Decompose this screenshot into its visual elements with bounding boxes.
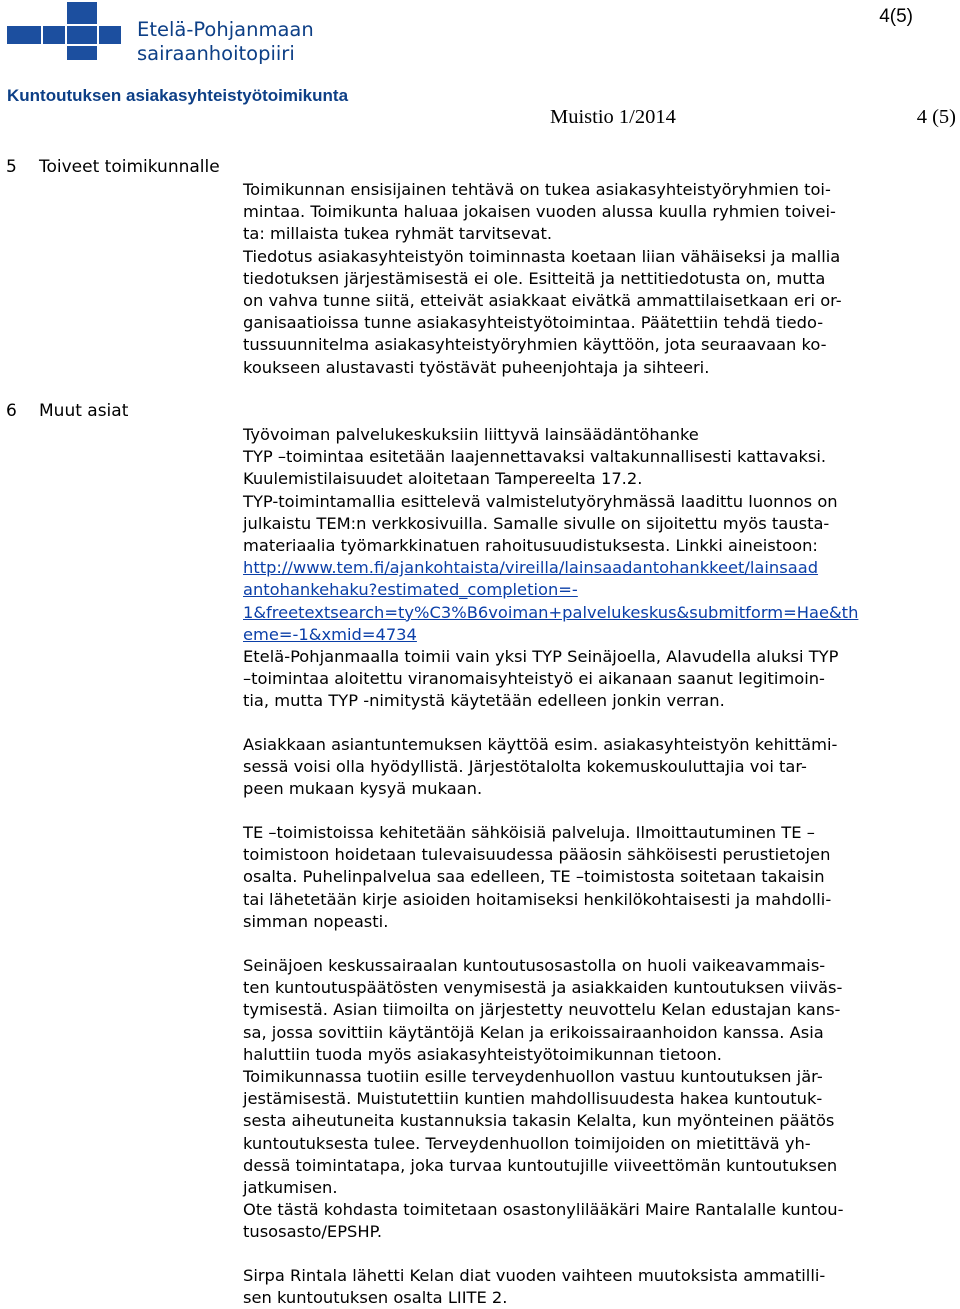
text-line: osalta. Puhelinpalvelua saa edelleen, TE –toimistosta soitetaan takaisin: [243, 867, 825, 887]
text-line: sa, jossa sovittiin käytäntöjä Kelan ja erikoissairaanhoidon kanssa. Asia: [243, 1022, 824, 1042]
section-5-text: [243, 179, 913, 379]
text-line: ta: millaista tukea ryhmät tarvitsevat.: [243, 224, 553, 244]
organization-name: [137, 18, 314, 66]
text-line: Tiedotus asiakasyhteistyön toiminnasta koetaan liian vähäiseksi ja mallia: [243, 246, 841, 266]
organization-name-line2: sairaanhoitopiiri: [137, 42, 295, 65]
text-line: simman nopeasti.: [243, 911, 389, 931]
text-line: Etelä-Pohjanmaalla toimii vain yksi TYP Seinäjoella, Alavudella aluksi TYP: [243, 647, 839, 667]
text-line: ganisaatioissa tunne asiakasyhteistyötoimintaa. Päätettiin tehdä tiedo-: [243, 313, 824, 333]
document-title: Kuntoutuksen asiakasyhteistyötoimikunta: [7, 86, 349, 105]
tem-link[interactable]: antohankehaku?estimated_completion=-: [243, 580, 578, 600]
tem-link[interactable]: http://www.tem.fi/ajankohtaista/vireilla/lainsaadantohankkeet/lainsaad: [243, 558, 819, 578]
text-line: TYP-toimintamallia esittelevä valmistelutyöryhmässä laadittu luonnos on: [243, 491, 838, 511]
text-line: TE –toimistoissa kehitetään sähköisiä palveluja. Ilmoittautuminen TE –: [243, 823, 815, 842]
text-line: haluttiin tuoda myös asiakasyhteistyötoimikunnan tietoon.: [243, 1044, 722, 1064]
section-6-number: 6: [6, 401, 17, 421]
section-6-paragraph-typ: [243, 424, 913, 713]
text-line: materiaalia työmarkkinatuen rahoitusuudistuksesta. Linkki aineistoon:: [243, 536, 818, 556]
text-line: Sirpa Rintala lähetti Kelan diat vuoden vaihteen muutoksista ammatilli-: [243, 1266, 826, 1285]
text-line: sesta aiheutuneita kustannuksia takasin Kelalta, kun myönteinen päätös: [243, 1111, 835, 1131]
text-line: peen mukaan kysyä mukaan.: [243, 779, 483, 799]
text-line: Ote tästä kohdasta toimitetaan osastonylilääkäri Maire Rantalalle kuntou-: [243, 1200, 844, 1220]
text-line: tymisestä. Asian tiimoilta on järjestetty neuvottelu Kelan edustajan kans-: [243, 1000, 841, 1020]
text-line: Seinäjoen keskussairaalan kuntoutusosastolla on huoli vaikeavammais-: [243, 956, 826, 975]
text-line: tusosasto/EPSHP.: [243, 1222, 383, 1242]
text-line: koukseen alustavasti työstävät puheenjohtaja ja sihteeri.: [243, 357, 710, 377]
text-line: TYP –toimintaa esitetään laajennettavaksi valtakunnallisesti kattavaksi.: [243, 447, 827, 467]
text-line: Toimikunnassa tuotiin esille terveydenhuollon vastuu kuntoutuksen jär-: [243, 1067, 823, 1087]
text-line: sen kuntoutuksen osalta LIITE 2.: [243, 1288, 508, 1308]
text-line: –toimintaa aloitettu viranomaisyhteistyö ei aikanaan saanut legitimoin-: [243, 669, 825, 689]
text-line: Toimikunnan ensisijainen tehtävä on tukea asiakasyhteistyöryhmien toi-: [243, 180, 831, 199]
text-line: toimistoon hoidetaan tulevaisuudessa pääosin sähköisesti perustietojen: [243, 845, 831, 865]
text-line: tai lähetetään kirje asioiden hoitamiseksi henkilökohtaisesti ja mahdolli-: [243, 889, 832, 909]
organization-name-line1: Etelä-Pohjanmaan: [137, 18, 314, 41]
text-line: dessä toimintatapa, joka turvaa kuntoutujille viiveettömän kuntoutuksen: [243, 1155, 838, 1175]
text-line: tia, mutta TYP -nimitystä käytetään edelleen jonkin verran.: [243, 691, 725, 711]
section-6-paragraph-kela: [243, 1265, 913, 1309]
section-6-paragraph-kuntoutus: [243, 955, 913, 1244]
text-line: julkaistu TEM:n verkkosivuilla. Samalle sivulle on sijoitettu myös tausta-: [243, 513, 830, 533]
text-line: tiedotuksen järjestämisestä ei ole. Esitteitä ja nettitiedotusta on, mutta: [243, 268, 826, 288]
text-line: jatkumisen.: [243, 1178, 338, 1198]
memo-label: Muistio 1/2014: [550, 106, 676, 128]
tem-link[interactable]: eme=-1&xmid=4734: [243, 624, 417, 644]
text-line: jestämisestä. Muistutettiin kuntien mahdollisuudesta hakea kuntoutuk-: [243, 1089, 823, 1109]
section-5-title: Toiveet toimikunnalle: [39, 157, 220, 177]
text-line: tussuunnitelma asiakasyhteistyöryhmien käyttöön, jota seuraavaan ko-: [243, 335, 827, 355]
text-line: ten kuntoutuspäätösten venymisestä ja asiakkaiden kuntoutuksen viiväs-: [243, 978, 843, 998]
section-6-paragraph-asiakas: [243, 734, 913, 801]
organization-logo-icon: [7, 2, 122, 60]
section-6-paragraph-te: [243, 822, 913, 933]
text-line: mintaa. Toimikunta haluaa jokaisen vuoden alussa kuulla ryhmien toivei-: [243, 202, 836, 222]
page-number: 4 (5): [916, 106, 956, 128]
text-line: Asiakkaan asiantuntemuksen käyttöä esim. asiakasyhteistyön kehittämi-: [243, 735, 838, 754]
text-line: Kuulemistilaisuudet aloitetaan Tampereelta 17.2.: [243, 469, 643, 489]
section-6-title: Muut asiat: [39, 401, 129, 421]
page-number-top: 4(5): [879, 6, 913, 27]
text-line: sessä voisi olla hyödyllistä. Järjestötalolta kokemuskouluttajia voi tar-: [243, 757, 807, 777]
tem-link[interactable]: 1&freetextsearch=ty%C3%B6voiman+palvelukeskus&submitform=Hae&th: [243, 602, 859, 622]
section-5-number: 5: [6, 157, 17, 177]
text-line: kuntoutuksesta tulee. Terveydenhuollon toimijoiden on mietittävä yh-: [243, 1133, 811, 1153]
text-line: on vahva tunne siitä, etteivät asiakkaat eivätkä ammattilaisetkaan eri or-: [243, 291, 842, 311]
text-line: Työvoiman palvelukeskuksiin liittyvä lainsäädäntöhanke: [243, 425, 699, 444]
